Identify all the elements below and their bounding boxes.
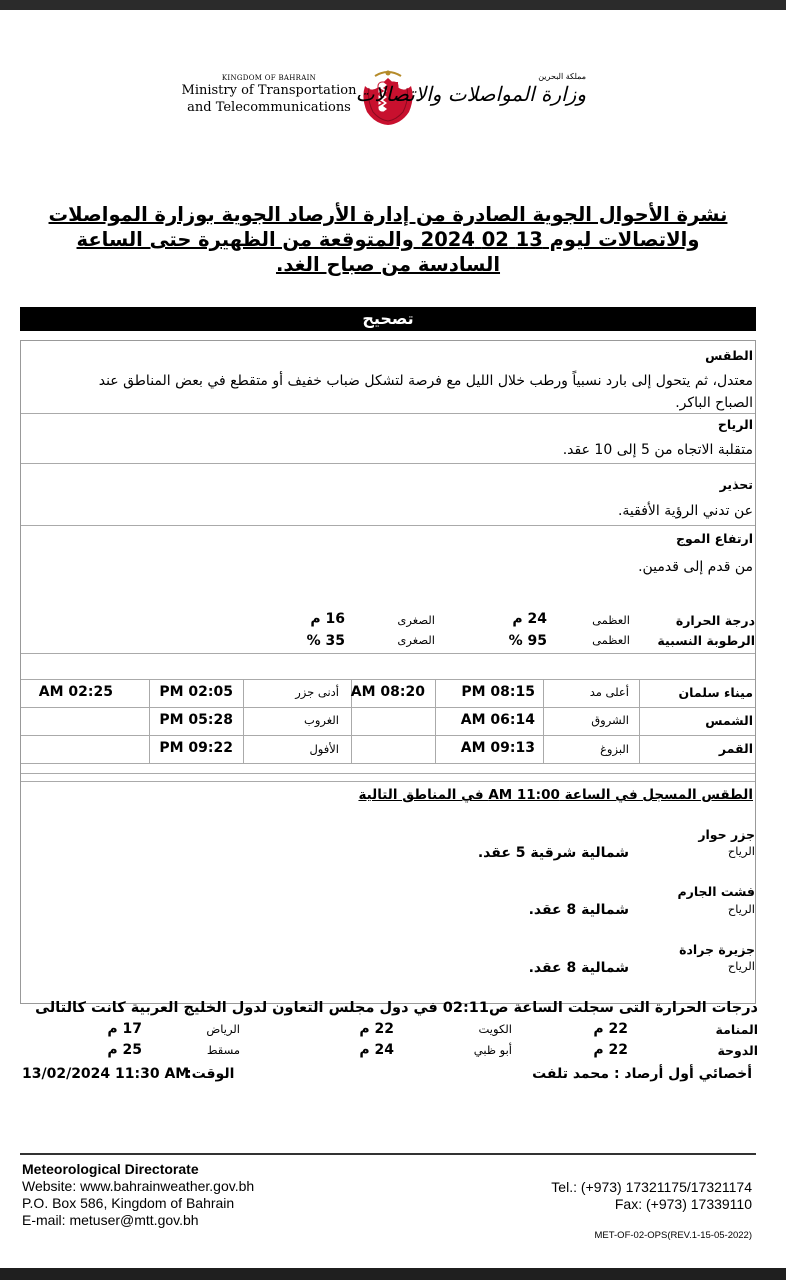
location-wind-label: الرياح bbox=[727, 844, 755, 858]
temp-max-label: العظمى bbox=[592, 613, 630, 627]
title-line-3: السادسة من صباح الغد. bbox=[275, 253, 501, 276]
kingdom-label-ar: مملكة البحرين bbox=[538, 72, 586, 81]
time-value: 13/02/2024 11:30 AM bbox=[22, 1066, 190, 1082]
gcc-city: الكويت bbox=[478, 1022, 512, 1036]
specialist-name: أخصائي أول أرصاد : محمد تلفت bbox=[532, 1066, 752, 1082]
hum-min-value: 35 % bbox=[306, 633, 345, 649]
ministry-name-english bbox=[180, 74, 358, 116]
moonset-time: PM 09:22 bbox=[159, 740, 233, 756]
location-name: جزيرة جرادة bbox=[679, 942, 755, 957]
wave-text: من قدم إلى قدمين. bbox=[638, 559, 753, 575]
gcc-city: الرياض bbox=[206, 1022, 240, 1036]
gcc-temp: 22 م bbox=[359, 1021, 394, 1037]
high-tide-1: PM 08:15 bbox=[461, 684, 535, 700]
observed-heading: الطقس المسجل في الساعة AM 11:00 في المناطق التالية bbox=[358, 787, 753, 803]
location-wind-label: الرياح bbox=[727, 959, 755, 973]
gcc-temp: 17 م bbox=[107, 1021, 142, 1037]
footer-website[interactable]: Website: www.bahrainweather.gov.bh bbox=[22, 1178, 255, 1194]
high-tide-label: أعلى مد bbox=[589, 685, 629, 699]
title-line-2: والاتصالات ليوم 13 02 2024 والمتوقعة من الظهيرة حتى الساعة bbox=[76, 228, 700, 251]
footer-tel: Tel.: (+973) 17321175/17321174 bbox=[551, 1179, 752, 1195]
low-tide-1: PM 02:05 bbox=[159, 684, 233, 700]
low-tide-label: أدنى جزر bbox=[295, 685, 339, 699]
ministry-name-arabic bbox=[355, 72, 586, 107]
gcc-city: مسقط bbox=[206, 1043, 240, 1057]
ministry-line-1: Ministry of Transportation bbox=[181, 83, 357, 98]
high-tide-2: AM 08:20 bbox=[350, 684, 425, 700]
location-wind-label: الرياح bbox=[727, 902, 755, 916]
forecast-table bbox=[20, 340, 756, 1004]
sun-label: الشمس bbox=[705, 713, 753, 728]
moonrise-label: البزوغ bbox=[600, 742, 629, 756]
weather-label: الطقس bbox=[705, 348, 753, 363]
weather-text-1: معتدل، ثم يتحول إلى بارد نسبياً ورطب خلال الليل مع فرصة لتشكل ضباب خفيف أو متقطع في بعض المناطق عند bbox=[98, 373, 753, 389]
sunset-label: الغروب bbox=[304, 713, 339, 727]
gcc-city: المنامة bbox=[715, 1022, 758, 1037]
gcc-city: أبو ظبي bbox=[473, 1043, 512, 1057]
sunset-time: PM 05:28 bbox=[159, 712, 233, 728]
wind-text: متقلبة الاتجاه من 5 إلى 10 عقد. bbox=[562, 442, 753, 458]
wind-label: الرياح bbox=[717, 417, 753, 432]
ministry-line-2: and Telecommunications bbox=[187, 100, 351, 115]
top-edge-bar bbox=[0, 0, 786, 10]
location-wind: شمالية شرقية 5 عقد. bbox=[477, 845, 629, 861]
gcc-heading: درجات الحرارة التى سجلت الساعة ص02:11 في دول مجلس التعاون لدول الخليج العربية كانت كالتالى bbox=[35, 1000, 758, 1016]
low-tide-2: AM 02:25 bbox=[38, 684, 113, 700]
ministry-title-ar: وزارة المواصلات والاتصالات bbox=[355, 82, 586, 106]
bulletin-title bbox=[20, 202, 756, 277]
temp-max-value: 24 م bbox=[512, 611, 547, 627]
time-label: الوقت: bbox=[186, 1066, 235, 1082]
location-name: فشت الجارم bbox=[677, 884, 755, 899]
title-line-1: نشرة الأحوال الجوية الصادرة من إدارة الأرصاد الجوية بوزارة المواصلات bbox=[48, 203, 728, 226]
footer-email[interactable]: E-mail: metuser@mtt.gov.bh bbox=[22, 1212, 199, 1228]
moon-label: القمر bbox=[718, 741, 753, 756]
kingdom-label-en: KINGDOM OF BAHRAIN bbox=[221, 74, 317, 82]
gcc-temp: 24 م bbox=[359, 1042, 394, 1058]
sunrise-time: AM 06:14 bbox=[460, 712, 535, 728]
hum-max-label: العظمى bbox=[592, 633, 630, 647]
correction-banner: تصحيح bbox=[20, 307, 756, 331]
hum-min-label: الصغرى bbox=[397, 633, 435, 647]
footer-pobox: P.O. Box 586, Kingdom of Bahrain bbox=[22, 1195, 235, 1211]
sunrise-label: الشروق bbox=[591, 713, 629, 727]
footer-phone bbox=[551, 1179, 752, 1213]
footer-fax: Fax: (+973) 17339110 bbox=[614, 1196, 752, 1212]
port-salman-label: ميناء سلمان bbox=[678, 685, 753, 700]
wave-label: ارتفاع الموج bbox=[676, 531, 753, 546]
bottom-edge-bar bbox=[0, 1268, 786, 1280]
temp-min-value: 16 م bbox=[310, 611, 345, 627]
temperature-label: درجة الحرارة bbox=[675, 613, 755, 628]
footer-separator bbox=[20, 1153, 756, 1155]
moonrise-time: AM 09:13 bbox=[460, 740, 535, 756]
footer-contact bbox=[22, 1161, 254, 1229]
humidity-label: الرطوبة النسبية bbox=[657, 633, 755, 648]
hum-max-value: 95 % bbox=[508, 633, 547, 649]
location-wind: شمالية 8 عقد. bbox=[528, 960, 629, 976]
location-name: جزر حوار bbox=[698, 827, 755, 842]
temp-min-label: الصغرى bbox=[397, 613, 435, 627]
footer-org: Meteorological Directorate bbox=[22, 1161, 199, 1177]
gcc-temp: 25 م bbox=[107, 1042, 142, 1058]
weather-text-2: الصباح الباكر. bbox=[675, 395, 753, 411]
warning-label: تحذير bbox=[719, 477, 753, 492]
form-code: MET-OF-02-OPS(REV.1-15-05-2022) bbox=[594, 1230, 752, 1241]
gcc-temp: 22 م bbox=[593, 1021, 628, 1037]
moonset-label: الأفول bbox=[309, 742, 339, 756]
gcc-city: الدوحة bbox=[717, 1043, 758, 1058]
warning-text: عن تدني الرؤية الأفقية. bbox=[617, 503, 753, 519]
gcc-temp: 22 م bbox=[593, 1042, 628, 1058]
location-wind: شمالية 8 عقد. bbox=[528, 902, 629, 918]
